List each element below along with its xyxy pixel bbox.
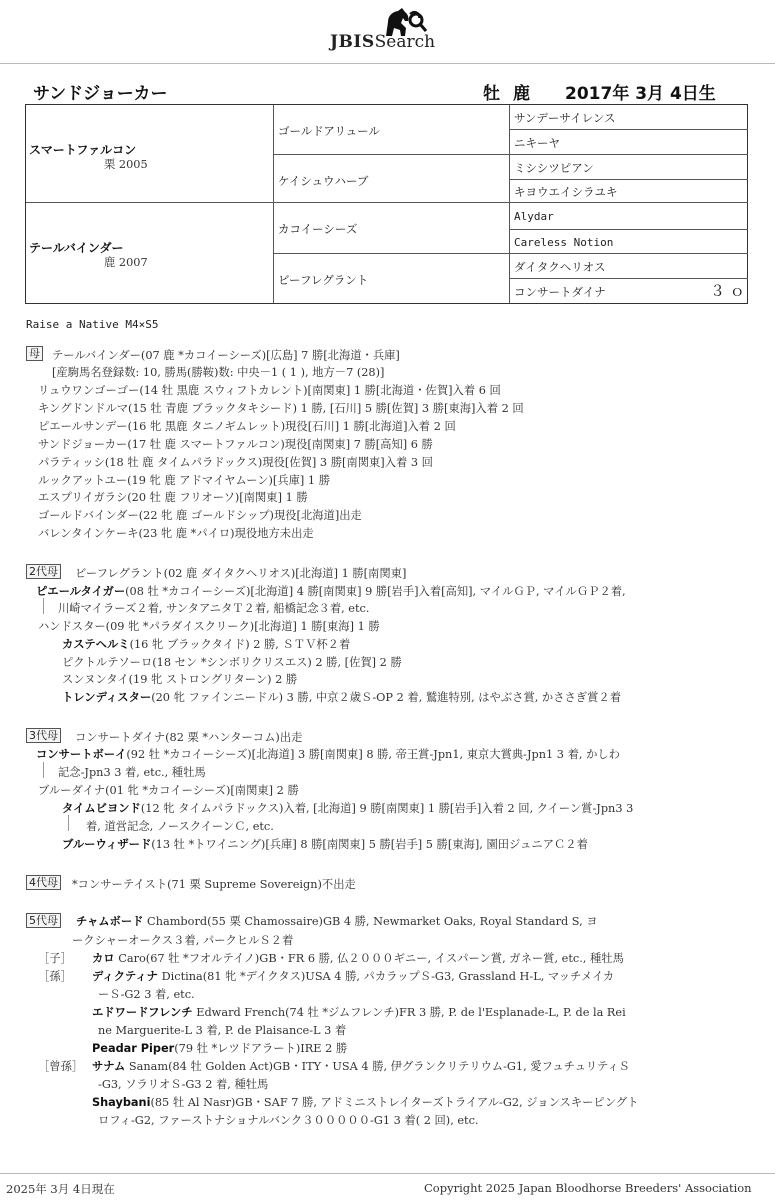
footer-copyright: Copyright 2025 Japan Bloodhorse Breeders' Association bbox=[424, 1181, 752, 1195]
horse-birthdate: 2017年 3月 4日生 bbox=[565, 84, 716, 104]
pedigree-ddd-cell bbox=[510, 279, 748, 303]
g5-great-2-l2: ロフィ-G2, ファーストナショナルバンク３０００００-G1 3 着( 2 回), etc. bbox=[98, 1114, 479, 1127]
g3-line-5: 着, 道営記念, ノースクイーンＣ, etc. bbox=[86, 820, 274, 833]
g3-l6-rest: (13 牡 *トワイニング)[兵庫] 8 勝[南関東] 5 勝[岩手] 5 勝[東海], 園田ジュニアＣ２着 bbox=[151, 838, 588, 851]
g3-line-1 bbox=[36, 746, 620, 762]
pedigree-ds-cell bbox=[274, 203, 510, 254]
g3-l1-bold: コンサートボーイ bbox=[36, 748, 127, 761]
dam-line-10: バレンタインケーキ(23 牝 鹿 *パイロ)現役地方未出走 bbox=[38, 527, 314, 540]
dam-section-label bbox=[26, 346, 43, 361]
g2-line-1 bbox=[36, 583, 626, 599]
g3-head: コンサートダイナ(82 栗 *ハンターコム)出走 bbox=[75, 731, 303, 744]
pedigree-ssd-cell bbox=[510, 130, 748, 155]
g2-tree-line bbox=[43, 598, 44, 614]
g2-head: ビーフレグラント(02 鹿 ダイタクヘリオス)[北海道] 1 勝[南関東] bbox=[75, 567, 407, 580]
g3-line-6 bbox=[62, 836, 588, 852]
g5-great-label: ［曾孫］ bbox=[38, 1060, 84, 1073]
g2-line-7 bbox=[62, 689, 621, 705]
pedigree-dds-cell bbox=[510, 254, 748, 279]
g5-g2-rest: Edward French(74 牡 *ジムフレンチ)FR 3 勝, P. de l'Esplanade-L, P. de la Rei bbox=[192, 1006, 626, 1019]
g2-section-label bbox=[26, 564, 61, 579]
g2-l1-bold: ピエールタイガー bbox=[36, 585, 126, 598]
g5-c1-bold: カロ bbox=[92, 952, 115, 965]
dam-line-3: キングドンドルマ(15 牡 青鹿 ブラックタキシード) 1 勝, [石川] 5 勝[佐賀] 3 勝[東海]入着 2 回 bbox=[38, 402, 524, 415]
sire-info: 栗 2005 bbox=[104, 158, 148, 171]
g2-line-4 bbox=[62, 636, 350, 652]
g4-label-box: 4代母 bbox=[26, 875, 61, 890]
g5-child-label: ［子］ bbox=[38, 952, 72, 965]
g5-g1-bold: ディクティナ bbox=[92, 970, 158, 983]
g3-l1-rest: (92 牡 *カコイーシーズ)[北海道] 3 勝[南関東] 8 勝, 帝王賞-Jpn1, 東京大賞典-Jpn1 3 着, かしわ bbox=[126, 748, 620, 761]
g3-line-4 bbox=[62, 800, 633, 816]
horse-color: 鹿 bbox=[513, 84, 530, 104]
g3-section-label bbox=[26, 728, 61, 743]
pedigree-sdd-cell bbox=[510, 180, 748, 203]
g2-l4-bold: カステヘルミ bbox=[62, 638, 130, 651]
header-divider bbox=[0, 63, 775, 64]
g5-s2-bold: Shaybani bbox=[92, 1096, 151, 1109]
horse-sex: 牡 bbox=[483, 84, 500, 104]
g3-l4-bold: タイムビヨンド bbox=[62, 802, 141, 815]
dam-line-8: エスプリイガラシ(20 牡 鹿 フリオーソ)[南関東] 1 勝 bbox=[38, 491, 308, 504]
horse-name: サンドジョーカー bbox=[33, 84, 168, 104]
g5-label-box: 5代母 bbox=[26, 913, 61, 928]
pedigree-sd[interactable]: ケイシュウハーブ bbox=[278, 174, 369, 188]
dam-line-2: リュウワンゴーゴー(14 牡 黒鹿 スウィフトカレント)[南関東] 1 勝[北海道・佐賀]入着 6 回 bbox=[38, 384, 501, 397]
g5-great-1-l2: -G3, ソラリオＳ-G3 2 着, 種牡馬 bbox=[98, 1078, 269, 1091]
g5-s1-bold: サナム bbox=[92, 1060, 126, 1073]
dam-line-5: サンドジョーカー(17 牡 鹿 スマートファルコン)現役[南関東] 7 勝[高知] 6 勝 bbox=[38, 438, 433, 451]
g3-l4-rest: (12 牝 タイムパラドックス)入着, [北海道] 9 勝[南関東] 1 勝[岩手]入着 2 回, クイーン賞-Jpn3 3 bbox=[140, 802, 634, 815]
g5-grand-1-l2: ーＳ-G2 3 着, etc. bbox=[98, 988, 195, 1001]
g5-grand-2-l2: ne Marguerite-L 3 着, P. de Plaisance-L 3 着 bbox=[98, 1024, 347, 1037]
footer-date: 2025年 3月 4日現在 bbox=[6, 1182, 115, 1196]
dam-info: 鹿 2007 bbox=[104, 256, 148, 269]
g5-grand-label: ［孫］ bbox=[38, 970, 72, 983]
g5-great-1 bbox=[92, 1058, 630, 1074]
g2-l7-rest: (20 牝 ファインニードル) 3 勝, 中京２歳Ｓ-OP 2 着, 鷲進特別, はやぶさ賞, かささぎ賞２着 bbox=[151, 691, 621, 704]
g4-head: *コンサーテイスト(71 栗 Supreme Sovereign)不出走 bbox=[72, 878, 356, 891]
g3-line-3: ブルーダイナ(01 牝 *カコイーシーズ)[南関東] 2 勝 bbox=[38, 784, 299, 797]
g2-l7-bold: トレンディスター bbox=[62, 691, 152, 704]
g5-grand-3 bbox=[92, 1040, 347, 1056]
pedigree-dds[interactable]: ダイタクヘリオス bbox=[514, 260, 606, 274]
pedigree-dss-cell bbox=[510, 203, 748, 230]
g2-line-6: スンヌンタイ(19 牝 ストロングリターン) 2 勝 bbox=[62, 673, 298, 686]
g5-line-2: ークシャーオークス３着, パークヒルＳ２着 bbox=[72, 934, 294, 947]
dam-line-4: ピエールサンデー(16 牝 黒鹿 タニノギムレット)現役[石川] 1 勝[北海道]入着 2 回 bbox=[38, 420, 456, 433]
pedigree-dam-cell bbox=[26, 203, 274, 303]
pedigree-sds-cell bbox=[510, 155, 748, 180]
g4-section-label bbox=[26, 875, 61, 890]
inbreed-note: Raise a Native M4×S5 bbox=[26, 318, 159, 331]
sire-name[interactable]: スマートファルコン bbox=[29, 143, 137, 157]
pedigree-sd-cell bbox=[274, 155, 510, 203]
pedigree-dsd-cell bbox=[510, 230, 748, 254]
g2-l1-rest: (08 牡 *カコイーシーズ)[北海道] 4 勝[南関東] 9 勝[岩手]入着[高知], マイルＧＰ, マイルＧＰ２着, bbox=[125, 585, 626, 598]
pedigree-sss-cell bbox=[510, 105, 748, 130]
g5-great-2 bbox=[92, 1094, 638, 1110]
pedigree-ssd[interactable]: ニキーヤ bbox=[514, 136, 560, 150]
dam-line-7: ルックアットユー(19 牝 鹿 アドマイヤムーン)[兵庫] 1 勝 bbox=[38, 474, 331, 487]
pedigree-ddd[interactable]: コンサートダイナ bbox=[514, 285, 606, 299]
g5-g1-rest: Dictina(81 牝 *デイクタス)USA 4 勝, パカラップＳ-G3, Grassland H-L, マッチメイカ bbox=[157, 970, 615, 983]
pedigree-ss[interactable]: ゴールドアリュール bbox=[278, 124, 380, 138]
g5-line-1 bbox=[76, 913, 598, 929]
g5-g3-rest: (79 牡 *レツドアラート)IRE 2 勝 bbox=[174, 1042, 348, 1055]
g5-section-label bbox=[26, 913, 61, 928]
dam-line-9: ゴールドバインダー(22 牝 鹿 ゴールドシップ)現役[北海道]出走 bbox=[38, 509, 362, 522]
g5-s2-rest: (85 牡 Al Nasr)GB・SAF 7 勝, アドミニストレイターズトライアル-G2, ジョンスキーピングト bbox=[150, 1096, 639, 1109]
pedigree-table bbox=[25, 104, 748, 304]
dam-line-0: テールバインダー(07 鹿 *カコイーシーズ)[広島] 7 勝[北海道・兵庫] bbox=[52, 349, 400, 362]
g3-l6-bold: ブルーウィザード bbox=[62, 838, 152, 851]
dam-line-1: [産駒馬名登録数: 10, 勝馬(勝鞍)数: 中央－1 ( 1 ), 地方－7 (28)] bbox=[52, 366, 385, 379]
g5-c1-rest: Caro(67 牡 *フオルテイノ)GB・FR 6 勝, 仏２０００ギニー, イスパーン賞, ガネー賞, etc., 種牡馬 bbox=[114, 952, 624, 965]
logo-jbis-text: JBIS bbox=[330, 32, 375, 52]
g5-s1-rest: Sanam(84 牡 Golden Act)GB・ITY・USA 4 勝, 伊グランクリテリウム-G1, 愛フュチュリティＳ bbox=[125, 1060, 630, 1073]
g3-line-2: 記念-Jpn3 3 着, etc., 種牡馬 bbox=[58, 766, 206, 779]
g3-label-box: 3代母 bbox=[26, 728, 61, 743]
g5-grand-1 bbox=[92, 968, 614, 984]
g5-grand-2 bbox=[92, 1004, 626, 1020]
pedigree-sdd[interactable]: キヨウエイシラユキ bbox=[514, 185, 618, 199]
pedigree-sire-cell bbox=[26, 105, 274, 203]
g5-child-1 bbox=[92, 950, 624, 966]
g5-l1-bold: チャムボード bbox=[76, 915, 144, 928]
logo-search-text: Search bbox=[374, 32, 436, 52]
pedigree-dd-cell bbox=[274, 254, 510, 303]
g3-tree-line-2 bbox=[68, 815, 69, 831]
family-number: ３ ｏ bbox=[710, 282, 745, 300]
pedigree-ss-cell bbox=[274, 105, 510, 155]
pedigree-ds[interactable]: カコイーシーズ bbox=[278, 222, 358, 236]
g5-l1-rest: Chambord(55 栗 Chamossaire)GB 4 勝, Newmarket Oaks, Royal Standard S, ヨ bbox=[143, 915, 598, 928]
g5-g3-bold: Peadar Piper bbox=[92, 1042, 175, 1055]
g3-tree-line bbox=[43, 762, 44, 778]
g2-l4-rest: (16 牝 ブラックタイド) 2 勝, ＳＴＶ杯２着 bbox=[129, 638, 351, 651]
dam-name[interactable]: テールバインダー bbox=[29, 241, 124, 255]
pedigree-sss[interactable]: サンデーサイレンス bbox=[514, 111, 616, 125]
g2-line-3: ハンドスター(09 牝 *パラダイスクリーク)[北海道] 1 勝[東海] 1 勝 bbox=[38, 620, 380, 633]
footer-divider bbox=[0, 1173, 775, 1174]
pedigree-dd[interactable]: ビーフレグラント bbox=[278, 273, 369, 287]
dam-label-box: 母 bbox=[26, 346, 43, 361]
pedigree-dss[interactable]: Alydar bbox=[514, 210, 554, 223]
pedigree-dsd[interactable]: Careless Notion bbox=[514, 236, 614, 249]
pedigree-sds[interactable]: ミシシツピアン bbox=[514, 161, 594, 175]
dam-line-6: パラティッシ(18 牡 鹿 タイムパラドックス)現役[佐賀] 3 勝[南関東]入着 3 回 bbox=[38, 456, 433, 469]
g5-g2-bold: エドワードフレンチ bbox=[92, 1006, 193, 1019]
g2-line-2: 川崎マイラーズ２着, サンタアニタＴ２着, 船橋記念３着, etc. bbox=[58, 602, 370, 615]
jbis-search-logo[interactable] bbox=[326, 6, 466, 54]
g2-line-5: ピクトルテソーロ(18 セン *シンボリクリスエス) 2 勝, [佐賀] 2 勝 bbox=[62, 656, 402, 669]
g2-label-box: 2代母 bbox=[26, 564, 61, 579]
